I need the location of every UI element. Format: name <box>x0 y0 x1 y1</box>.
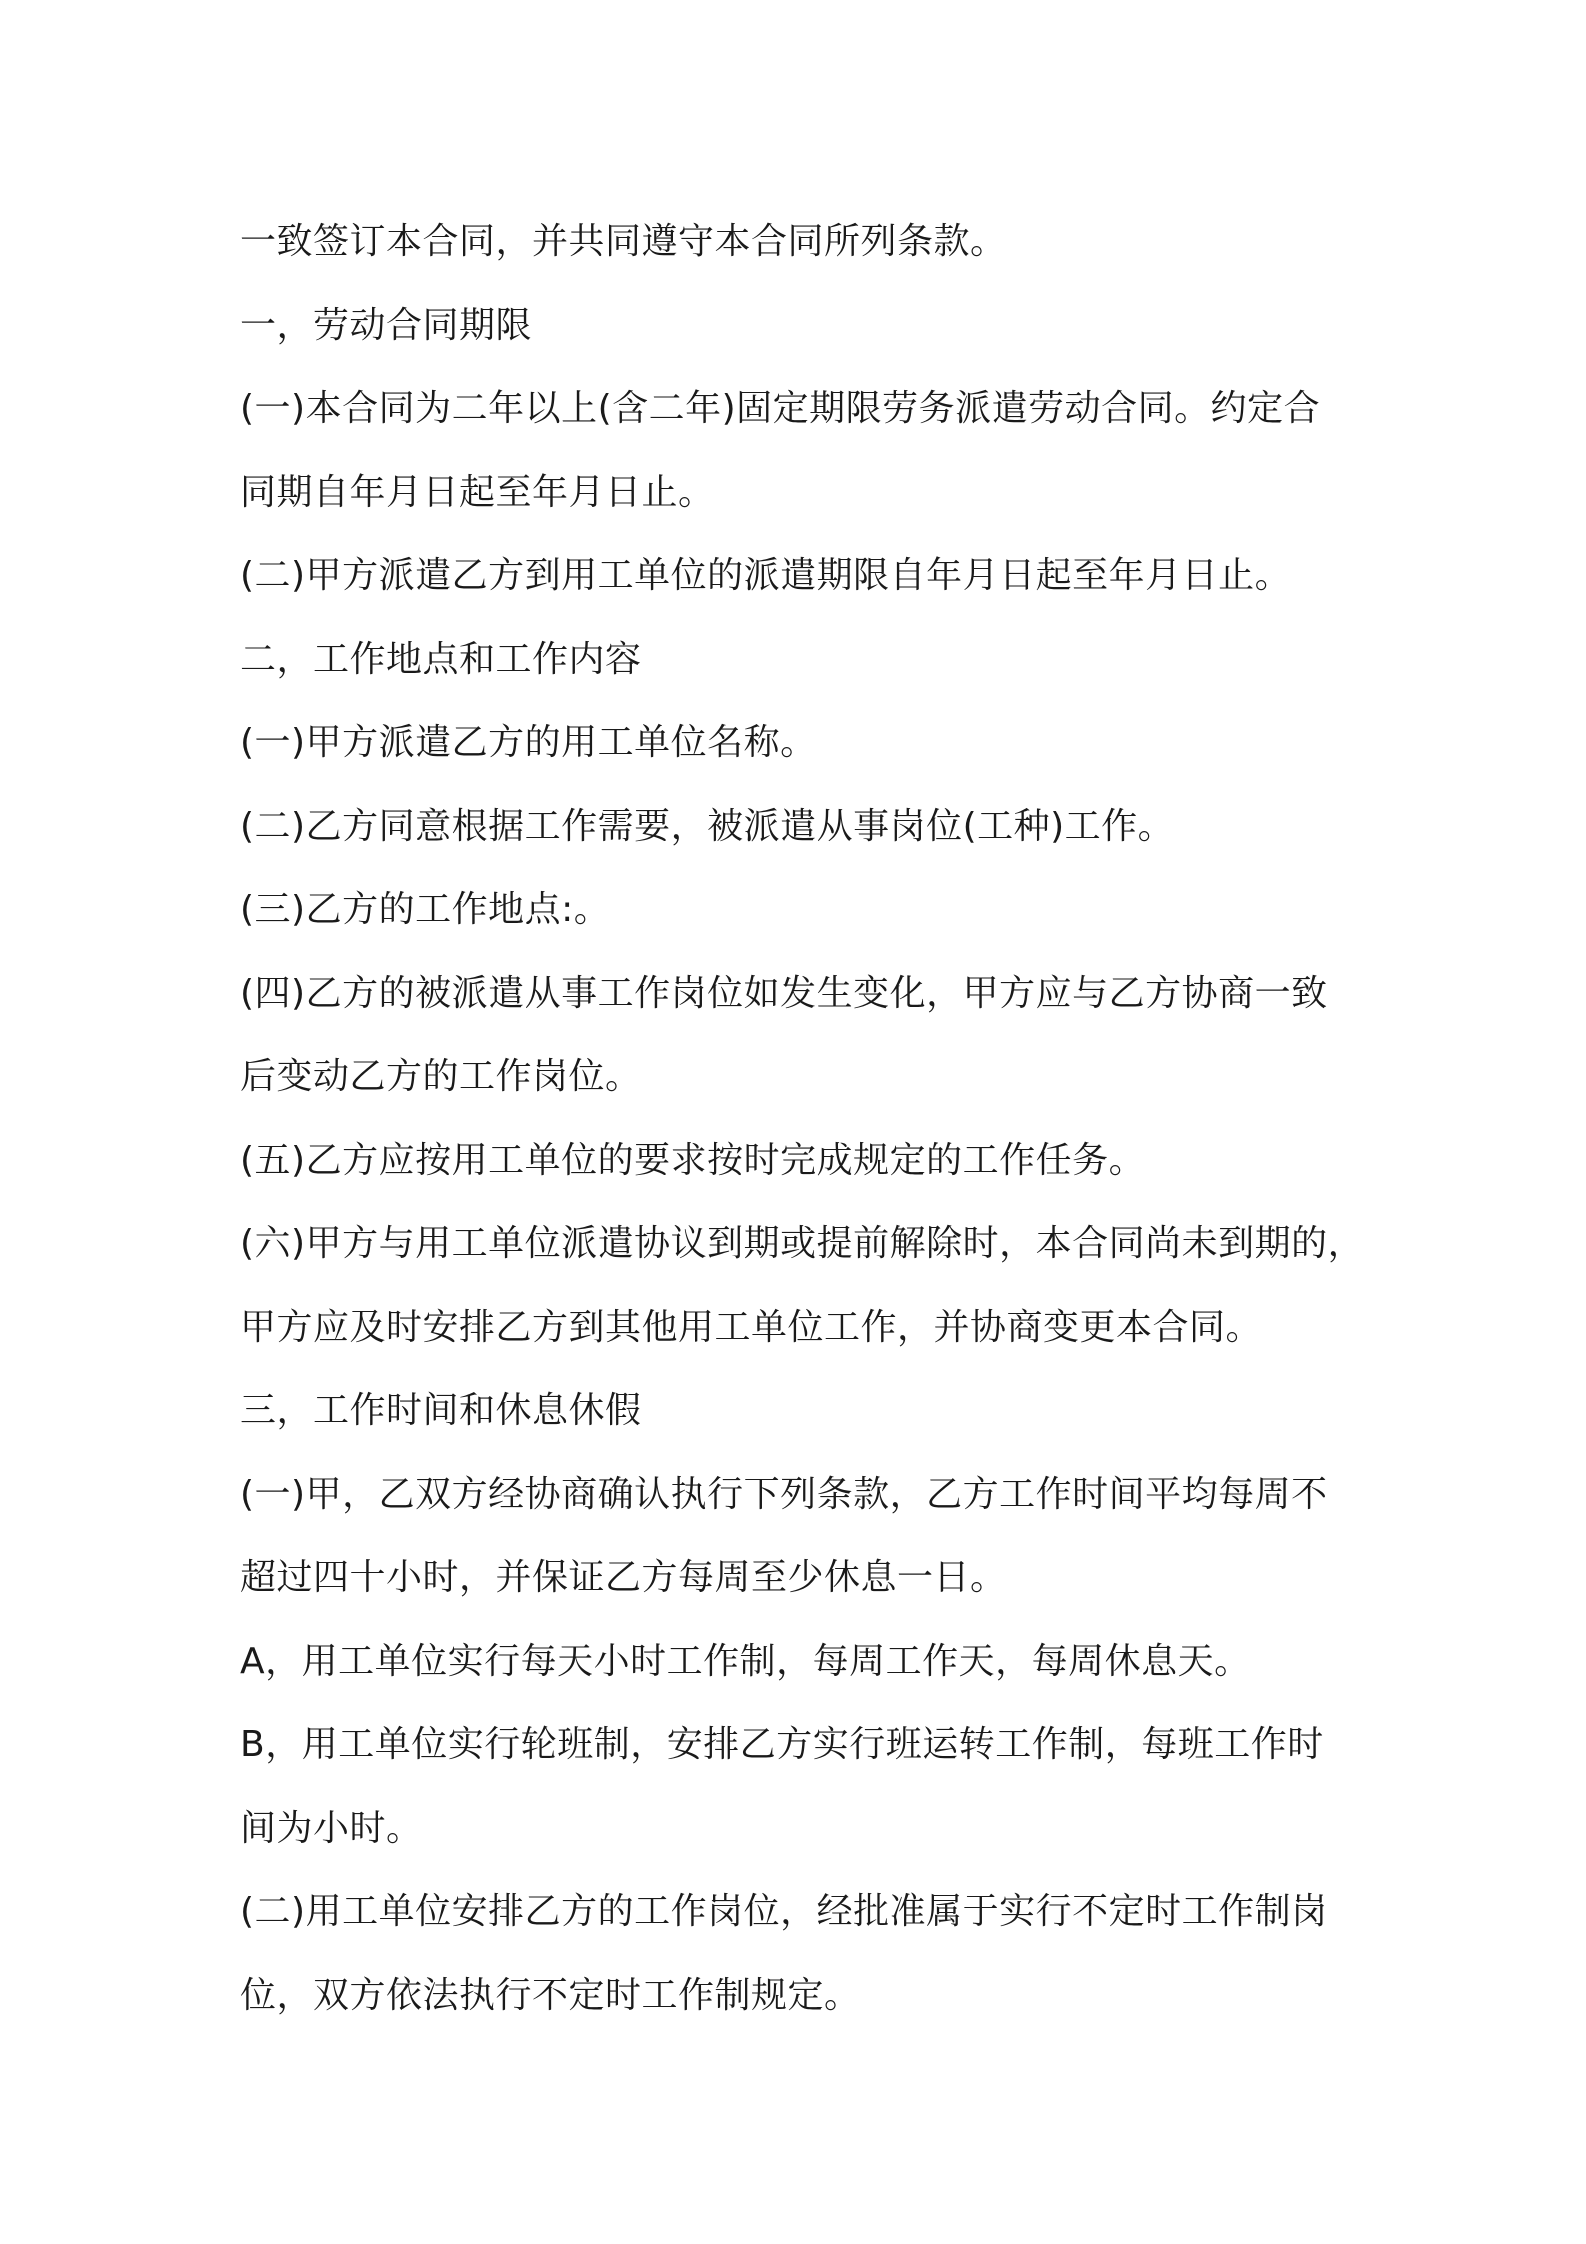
paragraph-line: (二)甲方派遣乙方到用工单位的派遣期限自年月日起至年月日止。 <box>240 555 1292 596</box>
paragraph-line: 后变动乙方的工作岗位。 <box>240 1056 642 1097</box>
paragraph-line: 同期自年月日起至年月日止。 <box>240 471 715 513</box>
paragraph-line: (一)本合同为二年以上(含二年)固定期限劳务派遣劳动合同。约定合 <box>240 388 1321 429</box>
section-heading: 三，工作时间和休息休假 <box>240 1390 642 1431</box>
paragraph-line: (六)甲方与用工单位派遣协议到期或提前解除时，本合同尚未到期的， <box>240 1223 1365 1264</box>
paragraph-line: 间为小时。 <box>240 1807 423 1849</box>
paragraph-line: B，用工单位实行轮班制，安排乙方实行班运转工作制，每班工作时 <box>240 1724 1324 1765</box>
paragraph-line: (二)用工单位安排乙方的工作岗位，经批准属于实行不定时工作制岗 <box>240 1891 1328 1932</box>
paragraph-line: (一)甲，乙双方经协商确认执行下列条款，乙方工作时间平均每周不 <box>240 1473 1328 1515</box>
paragraph-line: (三)乙方的工作地点:。 <box>240 889 611 930</box>
paragraph-line: 一致签订本合同，并共同遵守本合同所列条款。 <box>240 221 1007 262</box>
document-body <box>240 200 1370 2037</box>
section-heading: 二，工作地点和工作内容 <box>240 638 642 680</box>
paragraph-line: A，用工单位实行每天小时工作制，每周工作天，每周休息天。 <box>240 1640 1251 1682</box>
paragraph-line: 超过四十小时，并保证乙方每周至少休息一日。 <box>240 1557 1007 1598</box>
paragraph-line: (一)甲方派遣乙方的用工单位名称。 <box>240 722 817 763</box>
paragraph-line: (四)乙方的被派遣从事工作岗位如发生变化，甲方应与乙方协商一致 <box>240 972 1328 1014</box>
paragraph-line: (二)乙方同意根据工作需要，被派遣从事岗位(工种)工作。 <box>240 805 1175 847</box>
section-heading: 一，劳动合同期限 <box>240 304 533 346</box>
paragraph-line: 位，双方依法执行不定时工作制规定。 <box>240 1974 861 2016</box>
paragraph-line: (五)乙方应按用工单位的要求按时完成规定的工作任务。 <box>240 1139 1146 1181</box>
paragraph-line: 甲方应及时安排乙方到其他用工单位工作，并协商变更本合同。 <box>240 1306 1263 1348</box>
